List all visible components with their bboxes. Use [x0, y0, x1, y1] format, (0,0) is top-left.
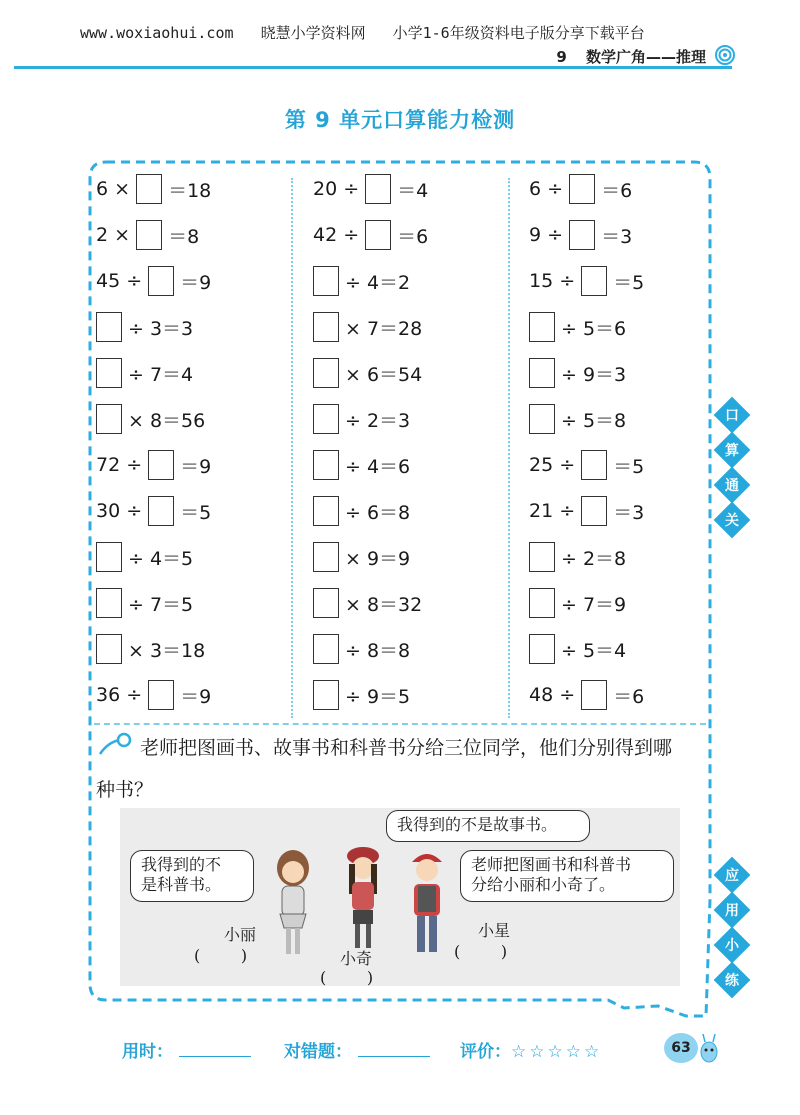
- calc-right-part: × 8＝56: [128, 409, 206, 432]
- calc-problem: [96, 310, 193, 344]
- name-xiaoxing: 小星: [478, 921, 511, 940]
- side-tab: 通: [714, 467, 751, 504]
- answer-box[interactable]: [569, 174, 595, 204]
- side-tab: 口: [714, 397, 751, 434]
- answer-box[interactable]: [569, 220, 595, 250]
- rating-stars[interactable]: ☆☆☆☆☆: [511, 1042, 603, 1062]
- calc-problem: [529, 678, 644, 712]
- answer-box[interactable]: [365, 220, 391, 250]
- calc-right-part: ÷ 3＝3: [128, 317, 194, 340]
- illustration: [120, 808, 680, 986]
- calc-right-part: ÷ 7＝5: [128, 593, 194, 616]
- calc-right-part: ＝9: [180, 455, 212, 478]
- answer-box[interactable]: [136, 174, 162, 204]
- calc-left-operand: 20 ÷: [313, 178, 360, 200]
- page-number: 63: [664, 1033, 698, 1063]
- calc-problem: [313, 540, 410, 574]
- child-xiaoxing-figure: [402, 846, 452, 958]
- calc-right-part: × 6＝54: [345, 363, 423, 386]
- calc-left-operand: 9 ÷: [529, 224, 564, 246]
- answer-box[interactable]: [581, 496, 607, 526]
- calc-left-operand: 42 ÷: [313, 224, 360, 246]
- header-source: [80, 22, 663, 43]
- header-rule: [14, 66, 732, 69]
- side-tab: 关: [714, 502, 751, 539]
- calc-problem: [313, 218, 428, 252]
- answer-box[interactable]: [313, 266, 339, 296]
- answer-box[interactable]: [148, 450, 174, 480]
- calc-right-part: ＝4: [397, 179, 429, 202]
- errors-blank[interactable]: [358, 1042, 430, 1057]
- footer-errors: 对错题：: [284, 1037, 430, 1062]
- child-xiaoli-figure: [268, 848, 318, 960]
- calc-problem: [529, 402, 626, 436]
- calc-problem: [96, 540, 193, 574]
- calc-left-operand: 72 ÷: [96, 454, 143, 476]
- answer-box[interactable]: [529, 358, 555, 388]
- chapter-heading: [556, 46, 706, 67]
- calc-problem: [313, 172, 428, 206]
- answer-box[interactable]: [529, 634, 555, 664]
- question-text: 老师把图画书、故事书和科普书分给三位同学，他们分别得到哪: [140, 737, 673, 759]
- answer-box[interactable]: [313, 404, 339, 434]
- answer-box[interactable]: [529, 588, 555, 618]
- magnifier-icon: [98, 732, 134, 758]
- answer-box[interactable]: [148, 266, 174, 296]
- calc-problem: [529, 356, 626, 390]
- calc-right-part: ÷ 6＝8: [345, 501, 411, 524]
- calc-problem: [313, 678, 410, 712]
- calc-right-part: ÷ 2＝8: [561, 547, 627, 570]
- calc-right-part: ＝5: [613, 455, 645, 478]
- calc-problem: [96, 356, 193, 390]
- calc-problem: [529, 448, 644, 482]
- calc-problem: [529, 218, 632, 252]
- calc-left-operand: 21 ÷: [529, 500, 576, 522]
- answer-box[interactable]: [313, 542, 339, 572]
- calc-left-operand: 36 ÷: [96, 684, 143, 706]
- calc-problem: [313, 310, 422, 344]
- answer-blank-xiaoli[interactable]: ( ): [194, 946, 248, 965]
- calc-problem: [313, 448, 410, 482]
- answer-box[interactable]: [96, 542, 122, 572]
- side-tab: 应: [714, 857, 751, 894]
- calc-left-operand: 15 ÷: [529, 270, 576, 292]
- calc-right-part: ÷ 5＝8: [561, 409, 627, 432]
- calc-right-part: ÷ 7＝4: [128, 363, 194, 386]
- answer-box[interactable]: [313, 496, 339, 526]
- answer-box[interactable]: [96, 312, 122, 342]
- chapter-title: 数学广角——推理: [585, 48, 706, 66]
- spiral-icon: [714, 44, 736, 66]
- column-divider: [291, 178, 293, 718]
- answer-box[interactable]: [529, 312, 555, 342]
- calc-right-part: ÷ 7＝9: [561, 593, 627, 616]
- calc-right-part: ÷ 4＝6: [345, 455, 411, 478]
- calc-right-part: × 8＝32: [345, 593, 423, 616]
- page-title: 第 9 单元口算能力检测: [284, 108, 516, 132]
- answer-box[interactable]: [529, 542, 555, 572]
- calc-problem: [96, 172, 211, 206]
- calc-problem: [96, 678, 211, 712]
- speech-bubble-xiaoxing: 老师把图画书和科普书 分给小丽和小奇了。: [460, 850, 674, 902]
- calc-problem: [96, 586, 193, 620]
- speech-bubble-xiaoli: 我得到的不 是科普书。: [130, 850, 254, 902]
- answer-box[interactable]: [581, 266, 607, 296]
- calc-problem: [313, 494, 410, 528]
- answer-box[interactable]: [96, 358, 122, 388]
- answer-box[interactable]: [313, 588, 339, 618]
- calc-right-part: ＝18: [168, 179, 212, 202]
- answer-box[interactable]: [313, 450, 339, 480]
- calc-problem: [96, 402, 205, 436]
- calc-right-part: ÷ 8＝8: [345, 639, 411, 662]
- calc-problem: [96, 218, 199, 252]
- calc-right-part: ÷ 4＝2: [345, 271, 411, 294]
- calc-problem: [529, 586, 626, 620]
- calc-left-operand: 30 ÷: [96, 500, 143, 522]
- calc-problem: [529, 540, 626, 574]
- calc-right-part: ÷ 4＝5: [128, 547, 194, 570]
- calc-right-part: ÷ 5＝6: [561, 317, 627, 340]
- answer-box[interactable]: [313, 312, 339, 342]
- calc-right-part: × 9＝9: [345, 547, 411, 570]
- calc-right-part: ＝9: [180, 685, 212, 708]
- calc-right-part: ＝9: [180, 271, 212, 294]
- calc-problem: [529, 264, 644, 298]
- calc-right-part: ＝3: [613, 501, 645, 524]
- side-tab: 算: [714, 432, 751, 469]
- answer-box[interactable]: [529, 404, 555, 434]
- calc-problem: [96, 448, 211, 482]
- calc-problem: [313, 632, 410, 666]
- calc-problem: [313, 586, 422, 620]
- answer-box[interactable]: [313, 634, 339, 664]
- site-tagline: 小学1-6年级资料电子版分享下载平台: [392, 24, 645, 42]
- calc-right-part: ＝6: [601, 179, 633, 202]
- speech-bubble-xiaoqi: 我得到的不是故事书。: [386, 810, 590, 842]
- answer-box[interactable]: [313, 358, 339, 388]
- calc-problem: [96, 632, 205, 666]
- side-tab: 用: [714, 892, 751, 929]
- calc-problem: [529, 172, 632, 206]
- name-xiaoqi: 小奇: [340, 949, 373, 968]
- answer-box[interactable]: [148, 496, 174, 526]
- side-tab: 练: [714, 962, 751, 999]
- calc-right-part: ÷ 9＝5: [345, 685, 411, 708]
- answer-blank-xiaoxing[interactable]: ( ): [454, 942, 508, 961]
- answer-blank-xiaoqi[interactable]: ( ): [320, 968, 374, 987]
- calc-left-operand: 6 ÷: [529, 178, 564, 200]
- calc-right-part: ＝3: [601, 225, 633, 248]
- calc-left-operand: 6 ×: [96, 178, 131, 200]
- answer-box[interactable]: [581, 680, 607, 710]
- column-divider: [508, 178, 510, 718]
- answer-box[interactable]: [148, 680, 174, 710]
- name-xiaoli: 小丽: [224, 925, 257, 944]
- answer-box[interactable]: [365, 174, 391, 204]
- answer-box[interactable]: [96, 588, 122, 618]
- calc-problem: [96, 264, 211, 298]
- calc-right-part: ÷ 5＝4: [561, 639, 627, 662]
- calc-right-part: ÷ 9＝3: [561, 363, 627, 386]
- calc-right-part: ＝6: [613, 685, 645, 708]
- calc-left-operand: 48 ÷: [529, 684, 576, 706]
- calc-problem: [313, 264, 410, 298]
- calc-right-part: ÷ 2＝3: [345, 409, 411, 432]
- calc-problem: [313, 356, 422, 390]
- calc-problem: [529, 632, 626, 666]
- calc-left-operand: 45 ÷: [96, 270, 143, 292]
- side-tab: 小: [714, 927, 751, 964]
- calc-problem: [96, 494, 211, 528]
- site-name: 晓慧小学资料网: [260, 24, 366, 42]
- answer-box[interactable]: [581, 450, 607, 480]
- calc-problem: [529, 494, 644, 528]
- calc-left-operand: 2 ×: [96, 224, 131, 246]
- calc-problem: [313, 402, 410, 436]
- calc-left-operand: 25 ÷: [529, 454, 576, 476]
- question-text-cont: 种书？: [96, 779, 154, 801]
- footer-rating: 评价：☆☆☆☆☆: [460, 1042, 603, 1062]
- calc-right-part: × 3＝18: [128, 639, 206, 662]
- calc-right-part: × 7＝28: [345, 317, 423, 340]
- calc-problem: [529, 310, 626, 344]
- site-url: www.woxiaohui.com: [80, 24, 234, 42]
- mascot-icon: [698, 1030, 720, 1064]
- calc-right-part: ＝6: [397, 225, 429, 248]
- footer-time: 用时：: [122, 1037, 251, 1062]
- chapter-number: 9: [556, 48, 567, 66]
- calc-right-part: ＝5: [613, 271, 645, 294]
- calc-right-part: ＝8: [168, 225, 200, 248]
- child-xiaoqi-figure: [338, 842, 388, 954]
- answer-box[interactable]: [96, 634, 122, 664]
- answer-box[interactable]: [313, 680, 339, 710]
- answer-box[interactable]: [96, 404, 122, 434]
- time-blank[interactable]: [179, 1042, 251, 1057]
- calc-right-part: ＝5: [180, 501, 212, 524]
- section-divider: [94, 723, 706, 725]
- answer-box[interactable]: [136, 220, 162, 250]
